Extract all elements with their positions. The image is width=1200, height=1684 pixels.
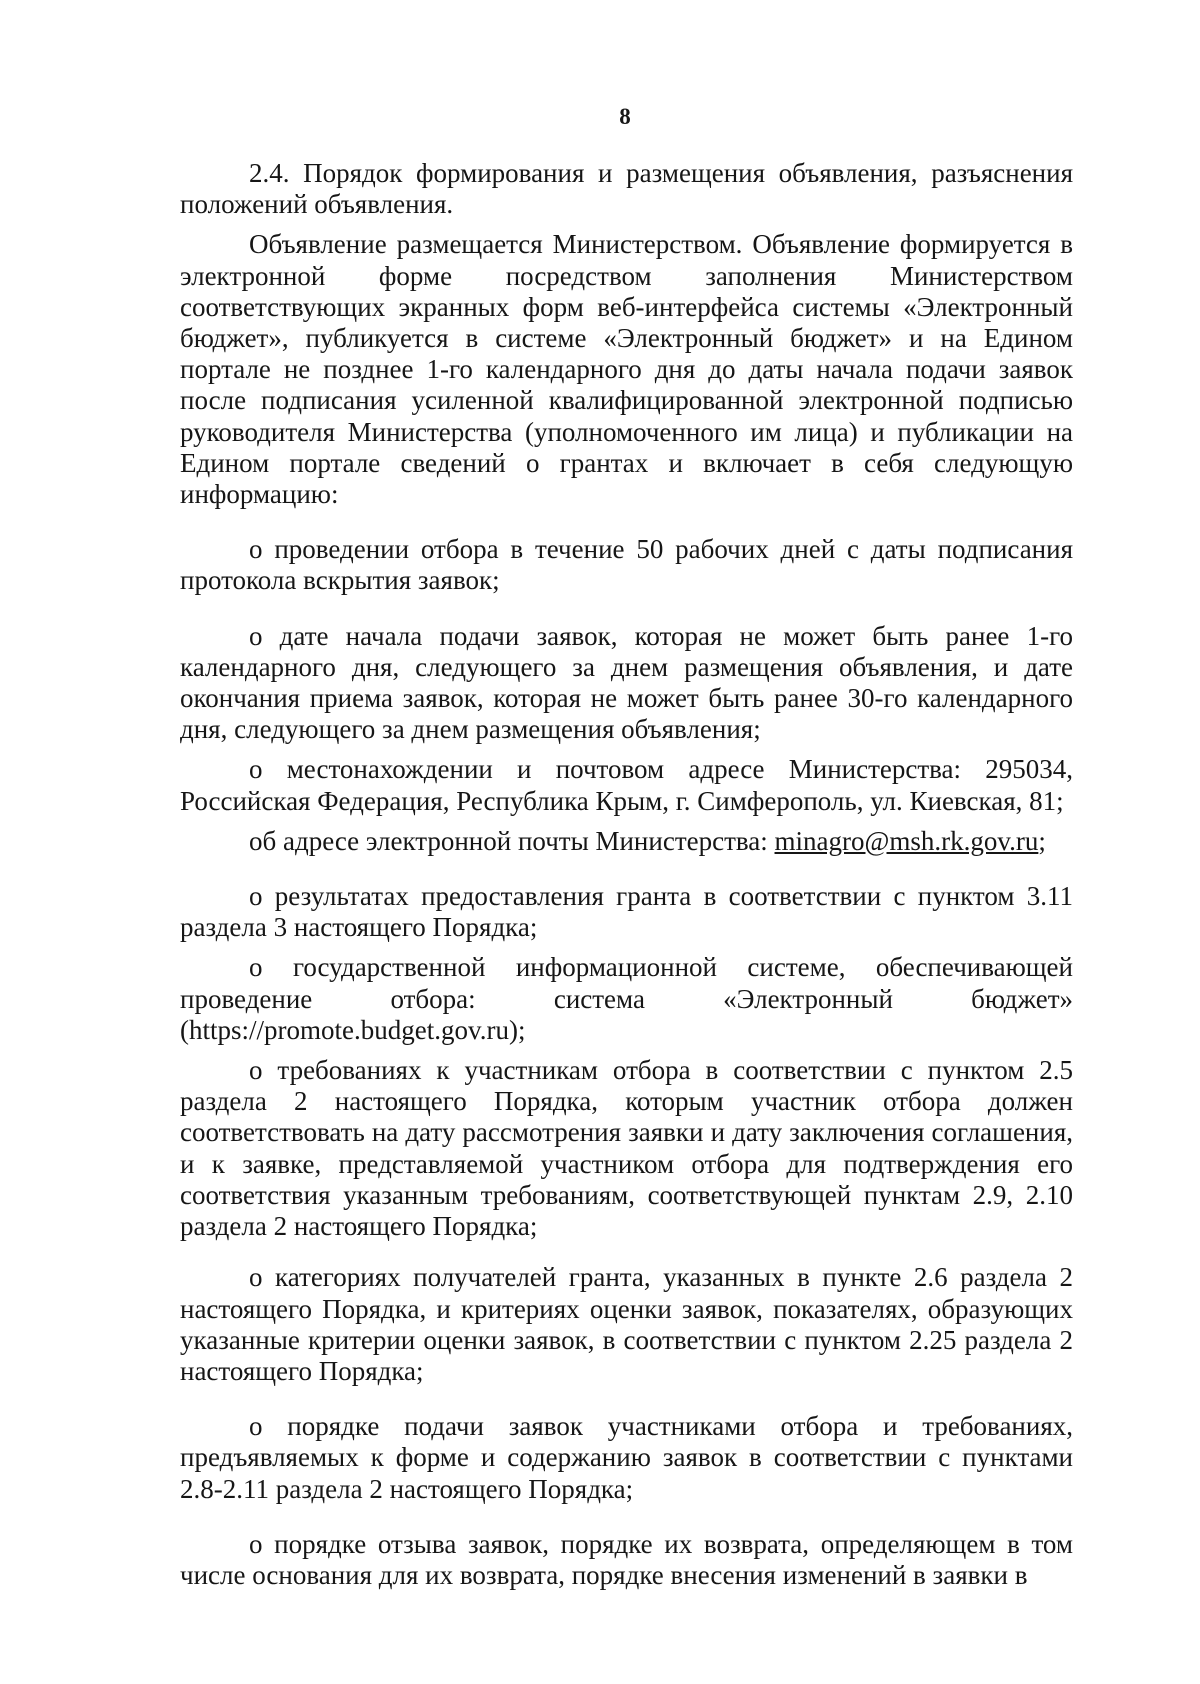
list-item-application-procedure: о порядке подачи заявок участниками отбора и требованиях, предъявляемых к форме и содержанию заявок в соответствии с пунктами 2.8-2.11 раздела 2 настоящего Порядка;	[180, 1411, 1073, 1504]
list-item-withdrawal-procedure: о порядке отзыва заявок, порядке их возврата, определяющем в том числе основания для их возврата, порядке внесения изменений в заявки в	[180, 1528, 1073, 1590]
list-item-ministry-address: о местонахождении и почтовом адресе Министерства: 295034, Российская Федерация, Республика Крым, г. Симферополь, ул. Киевская, 81;	[180, 754, 1073, 816]
list-item-grant-results: о результатах предоставления гранта в соответствии с пунктом 3.11 раздела 3 настоящего Порядка;	[180, 881, 1073, 943]
page-number: 8	[619, 104, 631, 129]
email-prefix: об адресе электронной почты Министерства:	[249, 825, 775, 856]
email-link[interactable]: minagro@msh.rk.gov.ru	[774, 825, 1039, 856]
list-item-application-dates: о дате начала подачи заявок, которая не может быть ранее 1-го календарного дня, следующего за днем размещения объявления, и дате окончания приема заявок, которая не может быть ранее 30-го календарного дня, следующего за днем размещения объявления;	[180, 620, 1073, 745]
list-item-participant-requirements: о требованиях к участникам отбора в соответствии с пунктом 2.5 раздела 2 настоящего Порядка, которым участник отбора должен соответствовать на дату рассмотрения заявки и дату заключения соглашения, и к заявке, представляемой участником отбора для подтверждения его соответствия указанным требованиям, соответствующей пунктам 2.9, 2.10 раздела 2 настоящего Порядка;	[180, 1055, 1073, 1242]
list-item-selection-period: о проведении отбора в течение 50 рабочих дней с даты подписания протокола вскрытия заявок;	[180, 534, 1073, 596]
document-body	[180, 158, 1073, 1600]
announcement-paragraph: Объявление размещается Министерством. Объявление формируется в электронной форме посредством заполнения Министерством соответствующих экранных форм веб-интерфейса системы «Электронный бюджет», публикуется в системе «Электронный бюджет» и на Едином портале не позднее 1-го календарного дня до даты начала подачи заявок после подписания усиленной квалифицированной электронной подписью руководителя Министерства (уполномоченного им лица) и публикации на Едином портале сведений о грантах и включает в себя следующую информацию:	[180, 229, 1073, 510]
list-item-ministry-email	[180, 826, 1073, 857]
list-item-information-system: о государственной информационной системе, обеспечивающей проведение отбора: система «Электронный бюджет» (https://promote.budget.gov.ru);	[180, 952, 1073, 1045]
section-heading-paragraph: 2.4. Порядок формирования и размещения объявления, разъяснения положений объявления.	[180, 158, 1073, 220]
email-suffix: ;	[1038, 825, 1046, 856]
list-item-grant-categories: о категориях получателей гранта, указанных в пункте 2.6 раздела 2 настоящего Порядка, и критериях оценки заявок, показателях, образующих указанные критерии оценки заявок, в соответствии с пунктом 2.25 раздела 2 настоящего Порядка;	[180, 1262, 1073, 1386]
